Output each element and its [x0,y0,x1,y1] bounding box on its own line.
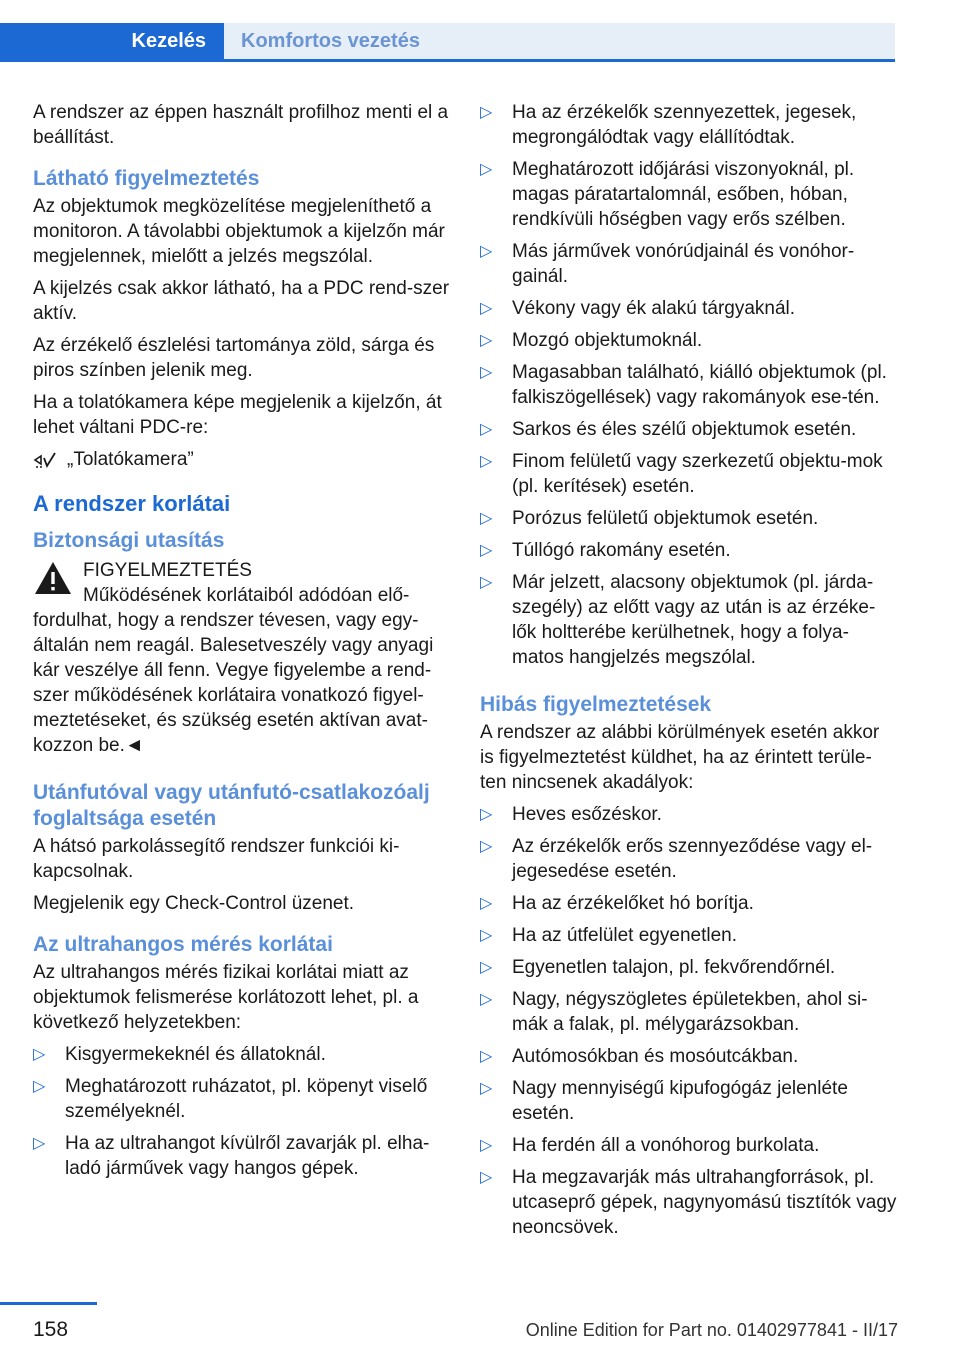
heading-safety: Biztonsági utasítás [33,529,225,552]
bullet-icon: ▷ [480,364,493,381]
bullet-icon: ▷ [480,300,493,317]
camera-line [33,447,453,472]
paragraph: A kijelzés csak akkor látható, ha a PDC rend‐szer aktív. [33,278,450,324]
ultra-list [33,1042,453,1181]
paragraph: A rendszer az alábbi körülmények esetén akkor is figyelmeztetést küldhet, ha az érintett terüle‐ten nincsenek akadályok: [480,722,880,793]
paragraph: Ha a tolatókamera képe megjelenik a kijelzőn, át lehet váltani PDC-re: [33,392,442,438]
reverse-camera-icon [33,450,57,470]
list-item: ▷ Magasabban található, kiálló objektumok (pl. falkiszögellések) vagy rakományok ese‐tén. [480,362,887,408]
bullet-icon: ▷ [480,453,493,470]
warning-text [33,583,453,758]
bullet-icon: ▷ [480,1169,493,1186]
bullet-icon: ▷ [480,104,493,121]
list-item: ▷ Mozgó objektumoknál. [480,330,703,351]
bullet-icon: ▷ [33,1046,46,1063]
paragraph: A hátsó parkolássegítő rendszer funkciói ki‐kapcsolnak. [33,836,400,882]
bullet-icon: ▷ [480,991,493,1008]
bullet-icon: ▷ [480,1048,493,1065]
warning-block [33,558,453,758]
false-warnings-list [480,802,898,1240]
bullet-icon: ▷ [480,895,493,912]
paragraph: Az érzékelő észlelési tartománya zöld, sárga és piros színben jelenik meg. [33,335,435,381]
list-item: ▷ Autómosókban és mosóutcákban. [480,1046,799,1067]
list-item: ▷ Vékony vagy ék alakú tárgyaknál. [480,298,796,319]
list-item: ▷ Nagy, négyszögletes épületekben, ahol si‐mák a falak, pl. mélygarázsokban. [480,989,868,1035]
list-item: ▷ Nagy mennyiségű kipufogógáz jelenléte esetén. [480,1078,848,1124]
list-item: ▷ Meghatározott időjárási viszonyoknál, pl. magas páratartalomnál, esőben, hóban, rendkívüli hőségben vagy erős szélben. [480,159,855,230]
left-column [33,100,453,1188]
list-item: ▷ Ha az érzékelők szennyezettek, jegesek, megrongálódtak vagy elállítódtak. [480,102,857,148]
limits-list [480,100,898,670]
list-item: ▷ Finom felületű vagy szerkezetű objektu‐mok (pl. kerítések) esetén. [480,451,883,497]
warning-triangle-icon [33,560,73,596]
bullet-icon: ▷ [480,421,493,438]
bullet-icon: ▷ [480,243,493,260]
bullet-icon: ▷ [480,838,493,855]
list-item: ▷ Ha az útfelület egyenetlen. [480,925,737,946]
list-item: ▷ Túllógó rakomány esetén. [480,540,731,561]
warning-text-body: Működésének korlátaiból adódóan elő‐fordulhat, hogy a rendszer tévesen, vagy egy‐általán nem reagál. Balesetveszély vagy anyagi kár veszélye áll fenn. Vegye figyelembe a rend‐szer működésének korlátaira vonatkozó figyel‐meztetéseket, és szükség esetén aktívan avat‐kozzon be.◄ [33,585,434,756]
list-item: ▷ Heves esőzéskor. [480,804,662,825]
list-item: ▷ Sarkos és éles szélű objektumok esetén. [480,419,857,440]
bullet-icon: ▷ [480,510,493,527]
list-item: ▷ Már jelzett, alacsony objektumok (pl. járda‐szegély) az előtt vagy az után is az érzéke‐lők holtterébe kerülhetnek, hogy a folya‐matos hangjelzés megszólal. [480,572,876,668]
bullet-icon: ▷ [480,1137,493,1154]
right-column [480,100,898,1247]
bullet-icon: ▷ [480,332,493,349]
heading-system-limits: A rendszer korlátai [33,491,231,516]
heading-false-warnings: Hibás figyelmeztetések [480,693,712,716]
edition-text: Online Edition for Part no. 01402977841 - II/17 [525,1320,898,1340]
bullet-icon: ▷ [480,161,493,178]
paragraph: Az objektumok megközelítése megjeleníthető a monitoron. A távolabbi objektumok a kijelzőn már megjelennek, mielőtt a jelzés megszólal. [33,196,445,267]
heading-trailer: Utánfutóval vagy utánfutó‐csatlakozóalj foglaltsága esetén [33,781,430,830]
heading-ultrasonic: Az ultrahangos mérés korlátai [33,933,333,956]
section-tab-inactive: Komfortos vezetés [241,30,420,52]
list-item: ▷ Porózus felületű objektumok esetén. [480,508,819,529]
intro-paragraph: A rendszer az éppen használt profilhoz menti el a beállítást. [33,102,449,148]
bullet-icon: ▷ [480,959,493,976]
bullet-icon: ▷ [33,1135,46,1152]
paragraph: Az ultrahangos mérés fizikai korlátai miatt az objektumok felismerése korlátozott lehet, pl. a következő helyzetekben: [33,962,419,1033]
list-item: ▷ Ha ferdén áll a vonóhorog burkolata. [480,1135,820,1156]
heading-visible-warning: Látható figyelmeztetés [33,167,260,190]
warning-title: FIGYELMEZTETÉS [83,560,252,581]
list-item: ▷ Ha megzavarják más ultrahangforrások, pl. utcaseprő gépek, nagynyomású tisztítók vagy neoncsövek. [480,1167,897,1238]
paragraph: Megjelenik egy Check-Control üzenet. [33,893,355,914]
page-number: 158 [33,1318,69,1341]
list-item: ▷ Kisgyermekeknél és állatoknál. [33,1044,326,1065]
bullet-icon: ▷ [33,1078,46,1095]
footer-rule [0,1302,97,1305]
list-item: ▷ Ha az ultrahangot kívülről zavarják pl. elha‐ladó járművek vagy hangos gépek. [33,1133,430,1179]
bullet-icon: ▷ [480,1080,493,1097]
bullet-icon: ▷ [480,927,493,944]
list-item: ▷ Más járművek vonórúdjainál és vonóhor‐gainál. [480,241,855,287]
list-item: ▷ Az érzékelők erős szennyeződése vagy el‐jegesedése esetén. [480,836,873,882]
page-header [0,0,960,62]
bullet-icon: ▷ [480,542,493,559]
bullet-icon: ▷ [480,806,493,823]
list-item: ▷ Ha az érzékelőket hó borítja. [480,893,754,914]
list-item: ▷ Egyenetlen talajon, pl. fekvőrendőrnél. [480,957,836,978]
section-tab-active: Kezelés [0,23,224,59]
header-rule [0,59,895,62]
camera-label: „Tolatókamera” [67,449,194,470]
bullet-icon: ▷ [480,574,493,591]
list-item: ▷ Meghatározott ruházatot, pl. köpenyt viselő személyeknél. [33,1076,428,1122]
